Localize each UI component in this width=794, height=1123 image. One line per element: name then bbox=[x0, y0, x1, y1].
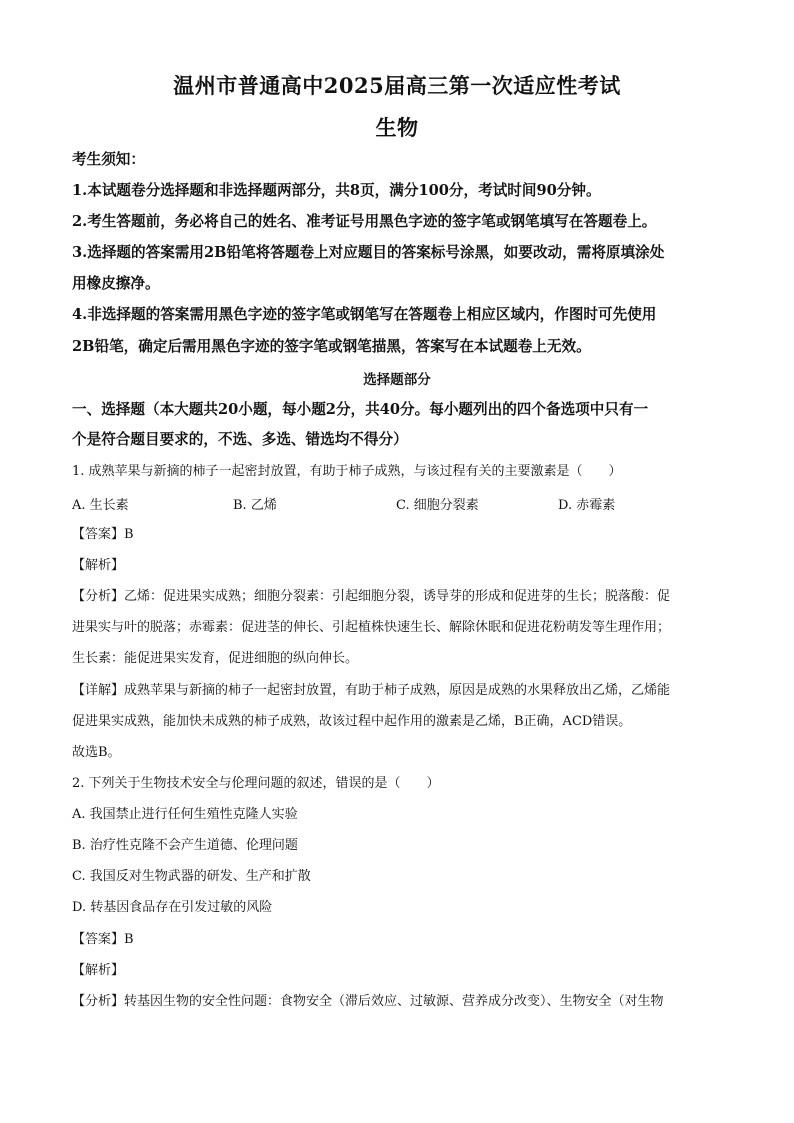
subject-title: 生物 bbox=[375, 115, 419, 140]
analysis-tag: 【解析】 bbox=[72, 963, 125, 978]
answer-label: 【答案】B bbox=[72, 932, 134, 947]
option-a: A. 生长素 bbox=[72, 498, 129, 513]
detail-text: 促进果实成熟，能加快未成熟的柿子成熟，故该过程中起作用的激素是乙烯，B正确，ACD错误。 bbox=[72, 714, 632, 729]
analysis-text: 【分析】转基因生物的安全性问题：食物安全（滞后效应、过敏源、营养成分改变）、生物安全（对生物 bbox=[72, 994, 664, 1009]
answer-label: 【答案】B bbox=[72, 527, 134, 542]
exam-title: 温州市普通高中2025届高三第一次适应性考试 bbox=[173, 73, 621, 98]
notice-item: 3.选择题的答案需用2B铅笔将答题卷上对应题目的答案标号涂黑，如要改动，需将原填涂处 bbox=[72, 244, 665, 261]
question-stem: 2. 下列关于生物技术安全与伦理问题的叙述，错误的是（ ） bbox=[72, 776, 440, 791]
question-stem: 1. 成熟苹果与新摘的柿子一起密封放置，有助于柿子成熟，与该过程有关的主要激素是（ ） bbox=[72, 464, 622, 479]
analysis-text: 生长素：能促进果实发育，促进细胞的纵向伸长。 bbox=[72, 651, 359, 666]
notice-heading: 考生须知： bbox=[72, 151, 145, 168]
notice-item: 2B铅笔，确定后需用黑色字迹的签字笔或钢笔描黑，答案写在本试题卷上无效。 bbox=[72, 338, 591, 355]
analysis-tag: 【解析】 bbox=[72, 558, 125, 573]
option-c: C. 细胞分裂素 bbox=[396, 498, 479, 513]
option-b: B. 乙烯 bbox=[233, 498, 277, 513]
analysis-text: 【分析】乙烯：促进果实成熟；细胞分裂素：引起细胞分裂，诱导芽的形成和促进芽的生长；脱落酸：促 bbox=[72, 589, 671, 604]
option-d: D. 赤霉素 bbox=[558, 498, 616, 513]
detail-text: 【详解】成熟苹果与新摘的柿子一起密封放置，有助于柿子成熟，原因是成熟的水果释放出乙烯，乙烯能 bbox=[72, 683, 671, 698]
notice-item: 1.本试题卷分选择题和非选择题两部分，共8页，满分100分，考试时间90分钟。 bbox=[72, 182, 601, 199]
section-title: 选择题部分 bbox=[363, 372, 431, 388]
section-intro: 一、选择题（本大题共20小题，每小题2分，共40分。每小题列出的四个备选项中只有一 bbox=[72, 401, 649, 418]
notice-item: 4.非选择题的答案需用黑色字迹的签字笔或钢笔写在答题卷上相应区域内，作图时可先使用 bbox=[72, 306, 657, 323]
option-b: B. 治疗性克隆不会产生道德、伦理问题 bbox=[72, 838, 298, 853]
section-intro: 个是符合题目要求的，不选、多选、错选均不得分） bbox=[72, 431, 408, 448]
option-c: C. 我国反对生物武器的研发、生产和扩散 bbox=[72, 869, 311, 884]
option-a: A. 我国禁止进行任何生殖性克隆人实验 bbox=[72, 807, 298, 822]
notice-item: 2.考生答题前，务必将自己的姓名、准考证号用黑色字迹的签字笔或钢笔填写在答题卷上。 bbox=[72, 213, 657, 230]
notice-item: 用橡皮擦净。 bbox=[72, 275, 160, 292]
analysis-text: 进果实与叶的脱落；赤霉素：促进茎的伸长、引起植株快速生长、解除休眠和促进花粉萌发等生理作用； bbox=[72, 620, 671, 635]
detail-text: 故选B。 bbox=[72, 745, 121, 760]
option-d: D. 转基因食品存在引发过敏的风险 bbox=[72, 900, 273, 915]
